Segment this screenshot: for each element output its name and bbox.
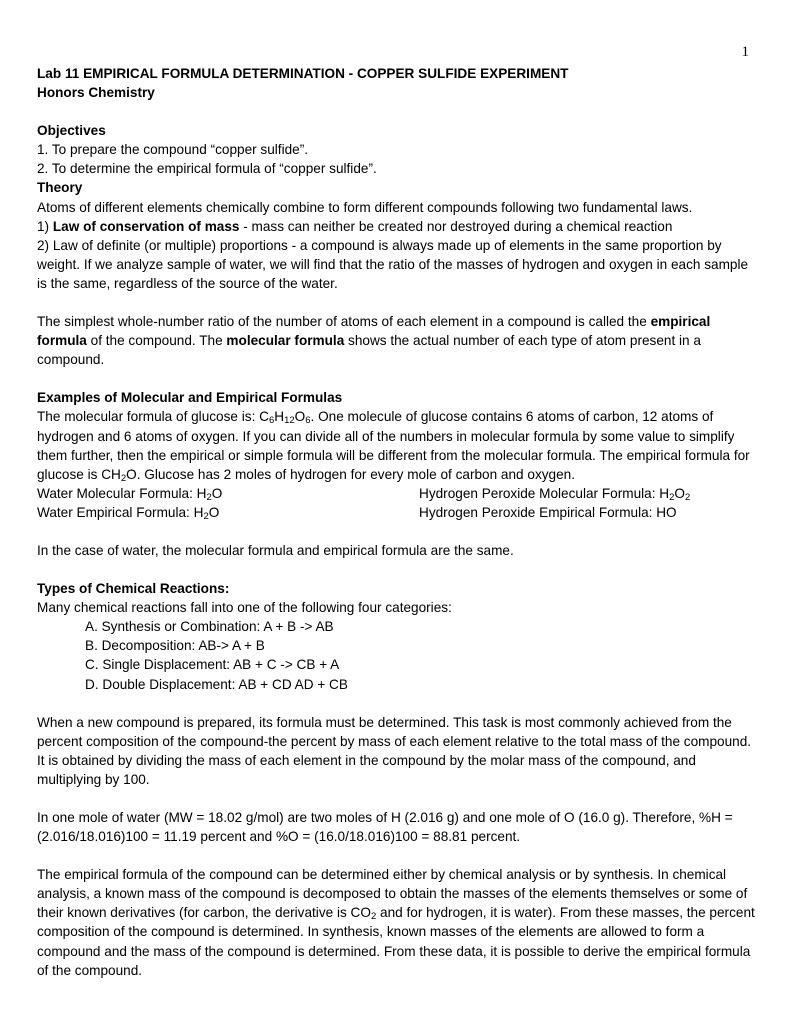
examples-heading: Examples of Molecular and Empirical Formulas	[37, 390, 343, 406]
water-empirical-formula: Water Empirical Formula: $H_2O$	[37, 504, 220, 522]
law-1: 1) Law of conservation of mass - mass can neither be created nor destroyed during a chemical reaction	[37, 218, 673, 234]
reactions-intro: Many chemical reactions fall into one of the following four categories:	[37, 600, 452, 616]
lab-title: Lab 11 EMPIRICAL FORMULA DETERMINATION - COPPER SULFIDE EXPERIMENT	[37, 66, 569, 81]
formula-row-molecular	[37, 484, 757, 503]
theory-heading: Theory	[37, 180, 83, 196]
water-same-note: In the case of water, the molecular formula and empirical formula are the same.	[37, 542, 514, 558]
reaction-item-decomposition: B. Decomposition: AB-> A + B	[85, 638, 265, 654]
water-molecular-formula: Water Molecular Formula: $H_2O$	[37, 485, 223, 503]
peroxide-empirical-formula: Hydrogen Peroxide Empirical Formula: HO	[419, 504, 677, 520]
empirical-definition: The simplest whole-number ratio of the number of atoms of each element in a compound is called the empirical formula of the compound. The molecular formula shows the actual number of each type of atom present in a compound.	[37, 314, 711, 368]
objective-item-2: 2. To determine the empirical formula of “copper sulfide”.	[37, 161, 377, 177]
reaction-item-single-displacement: C. Single Displacement: AB + C -> CB + A	[85, 657, 340, 673]
formula-row-empirical	[37, 503, 757, 522]
glucose-paragraph: The molecular formula of glucose is: $C_6H_{12}O_6$. One molecule of glucose contains 6 atoms of carbon, 12 atoms of hydrogen and 6 atoms of oxygen. If you can divide all of the numbers in molecular formula by some value to simplify them further, then the empirical or simple formula will be different from the molecular formula. The empirical formula for glucose is $CH_2O$. Glucose has 2 moles of hydrogen for every mole of carbon and oxygen.	[37, 409, 750, 484]
peroxide-molecular-formula: Hydrogen Peroxide Molecular Formula: $H_2O_2$	[419, 485, 691, 503]
theory-intro: Atoms of different elements chemically combine to form different compounds following two fundamental laws.	[37, 199, 693, 215]
objectives-heading: Objectives	[37, 123, 106, 139]
objective-item-1: 1. To prepare the compound “copper sulfide”.	[37, 142, 309, 158]
page-number: 1	[741, 44, 749, 60]
document-body	[37, 64, 757, 980]
analysis-synthesis-paragraph: The empirical formula of the compound can be determined either by chemical analysis or by synthesis. In chemical analysis, a known mass of the compound is decomposed to obtain the masses of the elements themselves or some of their known derivatives (for carbon, the derivative is $CO_2$ and for hydrogen, it is water). From these masses, the percent composition of the compound is determined. In synthesis, known masses of the elements are allowed to form a compound and the mass of the compound is determined. From these data, it is possible to derive the empirical formula of the compound.	[37, 867, 755, 978]
reaction-item-synthesis: A. Synthesis or Combination: A + B -> AB	[85, 619, 334, 635]
water-percent-paragraph: In one mole of water (MW = 18.02 g/mol) are two moles of H (2.016 g) and one mole of O (16.0 g). Therefore, %H = (2.016/18.016)100 = 11.19 percent and %O = (16.0/18.016)100 = 88.81 percent.	[37, 810, 733, 845]
reaction-item-double-displacement: D. Double Displacement: AB + CD AD + CB	[85, 676, 348, 692]
course-subtitle: Honors Chemistry	[37, 85, 155, 101]
law-2: 2) Law of definite (or multiple) proportions - a compound is always made up of elements in the same proportion by weight. If we analyze sample of water, we will find that the ratio of the masses of hydrogen and oxygen in each sample is the same, regardless of the source of the water.	[37, 237, 749, 291]
reactions-heading: Types of Chemical Reactions:	[37, 581, 230, 597]
composition-paragraph: When a new compound is prepared, its formula must be determined. This task is most commonly achieved from the percent composition of the compound-the percent by mass of each element relative to the total mass of the compound. It is obtained by dividing the mass of each element in the compound by the molar mass of the compound, and multiplying by 100.	[37, 714, 752, 787]
